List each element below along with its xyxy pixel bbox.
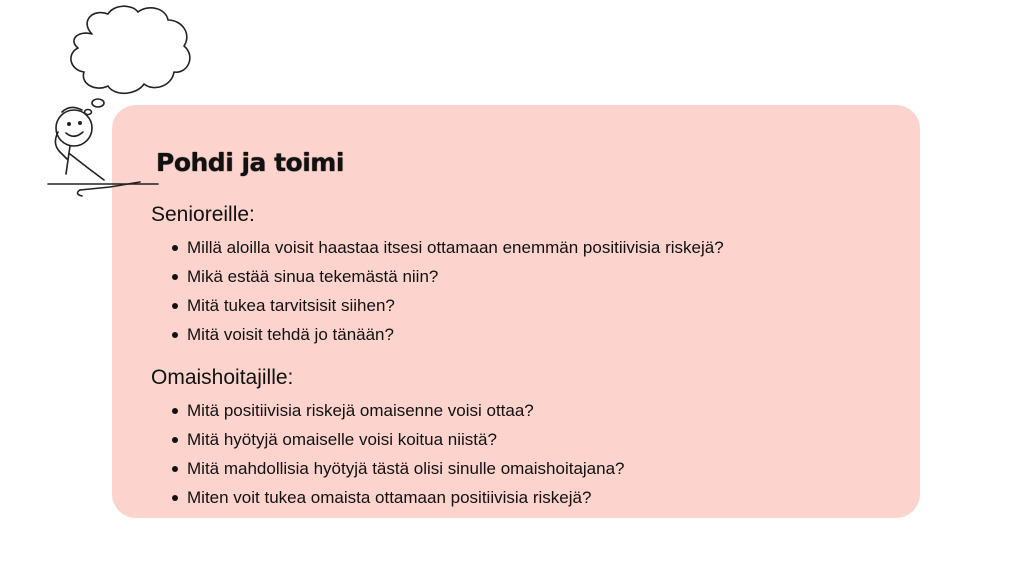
bullet-icon — [172, 495, 178, 501]
list-item-text: Mitä voisit tehdä jo tänään? — [187, 325, 394, 344]
list-item-text: Mitä tukea tarvitsisit siihen? — [187, 296, 395, 315]
list-item — [172, 457, 625, 486]
list-item-text: Miten voit tukea omaista ottamaan positiivisia riskejä? — [187, 488, 592, 507]
list-item — [172, 265, 724, 294]
list-item — [172, 294, 724, 323]
page-title: Pohdi ja toimi — [156, 148, 344, 177]
carers-question-list — [172, 399, 625, 515]
list-item — [172, 323, 724, 352]
bullet-icon — [172, 245, 178, 251]
seniors-question-list — [172, 236, 724, 352]
bullet-icon — [172, 303, 178, 309]
list-item — [172, 486, 625, 515]
bullet-icon — [172, 408, 178, 414]
section-heading-carers: Omaishoitajille: — [151, 366, 294, 389]
list-item-text: Mikä estää sinua tekemästä niin? — [187, 267, 439, 286]
bullet-icon — [172, 437, 178, 443]
thought-bubble-icon — [71, 6, 190, 93]
list-item-text: Mitä mahdollisia hyötyjä tästä olisi sinulle omaishoitajana? — [187, 459, 625, 478]
list-item — [172, 236, 724, 265]
list-item-text: Millä aloilla voisit haastaa itsesi ottamaan enemmän positiivisia riskejä? — [187, 238, 724, 257]
list-item-text: Mitä positiivisia riskejä omaisenne voisi ottaa? — [187, 401, 534, 420]
list-item — [172, 399, 625, 428]
bullet-icon — [172, 466, 178, 472]
section-heading-seniors: Senioreille: — [151, 203, 255, 226]
bullet-icon — [172, 274, 178, 280]
bullet-icon — [172, 332, 178, 338]
list-item — [172, 428, 625, 457]
list-item-text: Mitä hyötyjä omaiselle voisi koitua niistä? — [187, 430, 497, 449]
